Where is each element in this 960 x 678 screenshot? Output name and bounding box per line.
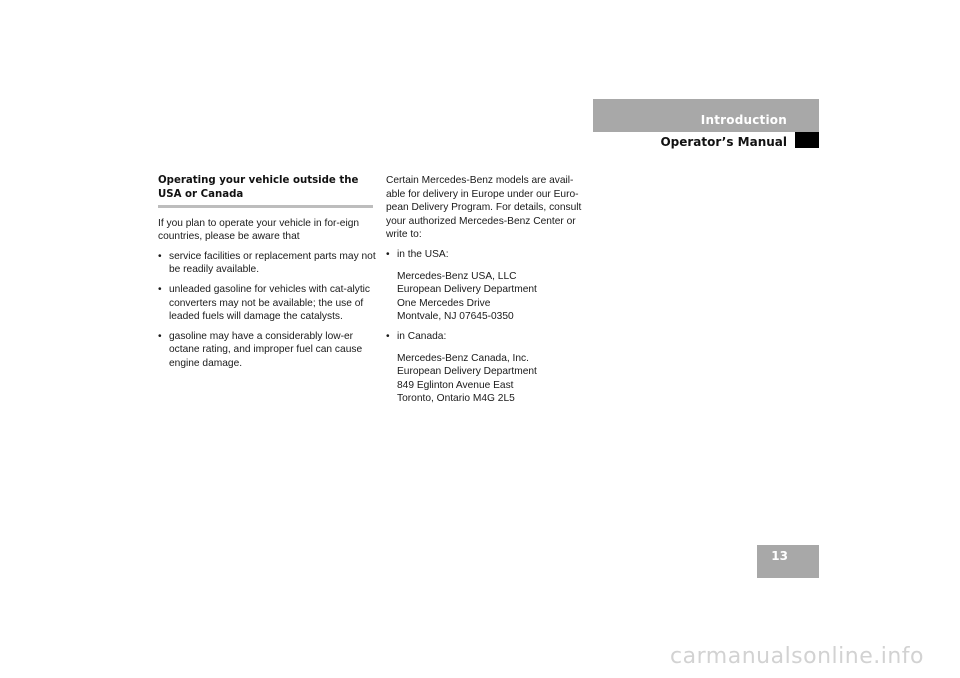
right-column <box>386 174 586 412</box>
section-heading: Operating your vehicle outside the USA or Canada <box>158 175 359 200</box>
section-tab-marker <box>795 132 819 148</box>
section-header-box <box>593 99 819 132</box>
address-line: European Delivery Department <box>397 284 537 296</box>
address-list <box>386 248 586 406</box>
left-column <box>158 174 376 377</box>
canada-label: in Canada: <box>397 330 447 342</box>
address-line: One Mercedes Drive <box>397 297 491 309</box>
manual-title: Operator’s Manual <box>660 135 787 149</box>
usa-label: in the USA: <box>397 248 449 260</box>
address-line: Toronto, Ontario M4G 2L5 <box>397 393 515 405</box>
usa-address <box>397 270 586 324</box>
address-line: Mercedes-Benz Canada, Inc. <box>397 352 529 364</box>
canada-address <box>397 352 586 406</box>
list-item: • gasoline may have a considerably low-er octane rating, and improper fuel can cause engine damage. <box>158 330 376 371</box>
list-item: • service facilities or replacement parts may not be readily available. <box>158 250 376 277</box>
address-line: European Delivery Department <box>397 366 537 378</box>
list-item-usa <box>386 248 586 324</box>
list-item-canada <box>386 330 586 406</box>
address-line: Montvale, NJ 07645-0350 <box>397 311 514 323</box>
page-number: 13 <box>771 549 788 563</box>
page-number-box <box>757 545 819 578</box>
right-intro-text: Certain Mercedes-Benz models are avail-able for delivery in Europe under our Euro-pean Delivery Program. For details, consult your authorized Mercedes-Benz Center or write to: <box>386 175 582 241</box>
left-bullet-list <box>158 250 376 371</box>
list-item: • unleaded gasoline for vehicles with cat-alytic converters may not be available; the use of leaded fuels will damage the catalysts. <box>158 283 376 324</box>
section-title: Introduction <box>700 113 787 127</box>
address-line: Mercedes-Benz USA, LLC <box>397 270 517 282</box>
address-line: 849 Eglinton Avenue East <box>397 379 514 391</box>
watermark-text: carmanualsonline.info <box>670 644 924 669</box>
heading-rule <box>158 205 373 208</box>
left-intro-text: If you plan to operate your vehicle in for-eign countries, please be aware that <box>158 217 360 243</box>
